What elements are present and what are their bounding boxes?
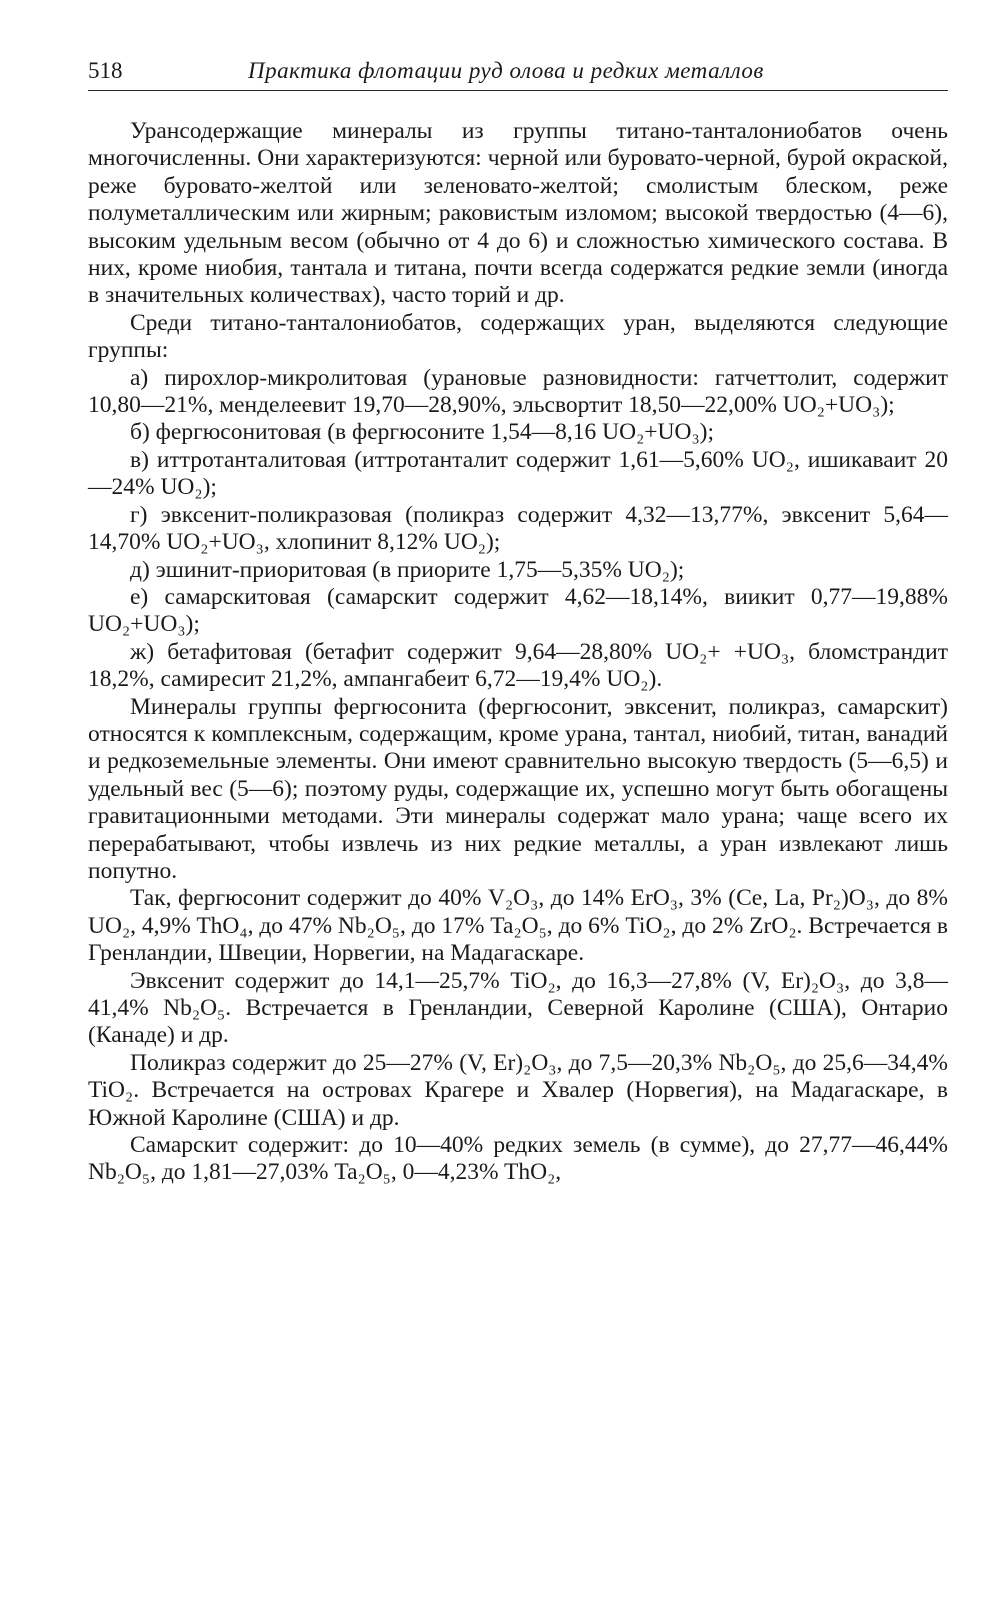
list-item: б) фергюсонитовая (в фергюсоните 1,54—8,16 UO₂+UO₃);	[130, 419, 715, 446]
body-text	[88, 118, 948, 1187]
list-item: а) пирохлор-микролитовая (урановые разновидности: гатчеттолит, содержит 10,80—21%, менделеевит 19,70—28,90%, эльсвортит 18,50—22,00% UO₂+UO₃);	[88, 364, 948, 419]
list-item: д) эшинит-приоритовая (в приорите 1,75—5,35% UO₂);	[130, 556, 685, 583]
paragraph: Самарскит содержит: до 10—40% редких земель (в сумме), до 27,77—46,44% Nb₂O₅, до 1,81—27,03% Ta₂O₅, 0—4,23% ThO₂,	[88, 1132, 948, 1186]
paragraph: Среди титано-танталониобатов, содержащих уран, выделяются следующие группы:	[88, 309, 948, 364]
paragraph: Эвксенит содержит до 14,1—25,7% TiO₂, до 16,3—27,8% (V, Er)₂O₃, до 3,8—41,4% Nb₂O₅. Встречается в Гренландии, Северной Каролине (США), Онтарио (Канаде) и др.	[88, 967, 948, 1049]
paragraph: Так, фергюсонит содержит до 40% V₂O₃, до 14% ErO₃, 3% (Ce, La, Pr₂)O₃, до 8% UO₂, 4,9% ThO₄, до 47% Nb₂O₅, до 17% Ta₂O₅, до 6% TiO₂, до 2% ZrO₂. Встречается в Гренландии, Швеции, Норвегии, на Мадагаскаре.	[88, 885, 948, 967]
paragraph: Поликраз содержит до 25—27% (V, Er)₂O₃, до 7,5—20,3% Nb₂O₅, до 25,6—34,4% TiO₂. Встречается на островах Крагере и Хвалер (Норвегия), на Мадагаскаре, в Южной Каролине (США) и др.	[88, 1049, 948, 1131]
running-title: Практика флотации руд олова и редких металлов	[248, 58, 764, 83]
page-header	[88, 56, 948, 91]
paragraph: Минералы группы фергюсонита (фергюсонит, эвксенит, поликраз, самарскит) относятся к комплексным, содержащим, кроме урана, тантал, ниобий, титан, ванадий и редкоземельные элементы. Они имеют сравнительно высокую твердость (5—6,5) и удельный вес (5—6); поэтому руды, содержащие их, успешно могут быть обогащены гравитационными методами. Эти минералы содержат мало урана; чаще всего их перерабатывают, чтобы извлечь из них редкие металлы, а уран извлекают лишь попутно.	[88, 693, 948, 884]
list-item: е) самарскитовая (самарскит содержит 4,62—18,14%, виикит 0,77—19,88% UO₂+UO₃);	[88, 583, 948, 638]
page-number: 518	[88, 58, 123, 83]
paragraph: Урансодержащие минералы из группы титано-танталониобатов очень многочисленны. Они характеризуются: черной или буровато-черной, бурой окраской, реже буровато-желтой или зеленовато-желтой; смолистым блеском, реже полуметаллическим или жирным; раковистым изломом; высокой твердостью (4—6), высоким удельным весом (обычно от 4 до 6) и сложностью химического состава. В них, кроме ниобия, тантала и титана, почти всегда содержатся редкие земли (иногда в значительных количествах), часто торий и др.	[88, 118, 948, 309]
list-item: ж) бетафитовая (бетафит содержит 9,64—28,80% UO₂+ +UO₃, бломстрандит 18,2%, самиресит 21,2%, ампангабеит 6,72—19,4% UO₂).	[88, 638, 948, 693]
list-item: в) иттротанталитовая (иттротанталит содержит 1,61—5,60% UO₂, ишикаваит 20—24% UO₂);	[88, 446, 948, 501]
list-item: г) эвксенит-поликразовая (поликраз содержит 4,32—13,77%, эвксенит 5,64—14,70% UO₂+UO₃, хлопинит 8,12% UO₂);	[88, 501, 948, 556]
